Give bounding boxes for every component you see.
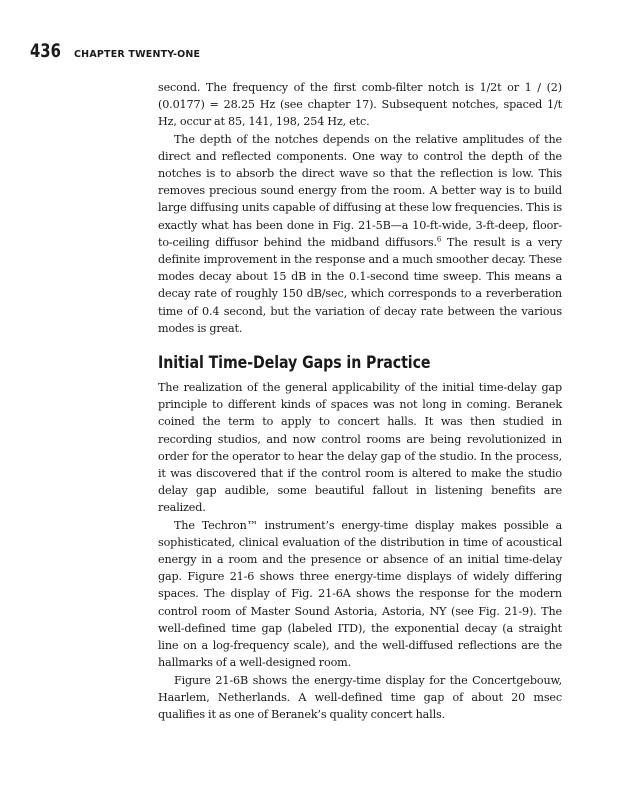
- section-heading: Initial Time-Delay Gaps in Practice: [158, 353, 431, 373]
- footnote-marker: 6: [436, 235, 442, 244]
- paragraph-concertgebouw: Figure 21-6B shows the energy-time display for the Concertgebouw, Haarlem, Netherlands. A well-defined time gap of about 20 msec qualifies it as one of Beranek’s quality concert halls.: [158, 673, 562, 721]
- paragraph-notch-depth: [158, 131, 562, 337]
- paragraph-continued: second. The frequency of the first comb-filter notch is 1/2t or 1 / (2)(0.0177) = 28.25 Hz (see chapter 17). Subsequent notches, spaced 1/t Hz, occur at 85, 141, 198, 254 Hz, etc.: [158, 81, 562, 129]
- running-head: [30, 40, 200, 62]
- body-text: [158, 79, 562, 723]
- paragraph-notch-depth-text: The depth of the notches depends on the relative amplitudes of the direct and reflected components. One way to control the depth of the notches is to absorb the direct wave so that the reflection is low. This removes precious sound energy from the room. A better way is to build large diffusing units capable of diffusing at these low frequencies. This is exactly what has been done in Fig. 21-5B—a 10-ft-wide, 3-ft-deep, floor-to-ceiling diffusor behind the midband diffusors.: [158, 132, 562, 249]
- paragraph-realization: The realization of the general applicability of the initial time-delay gap principle to different kinds of spaces was not long in coming. Beranek coined the term to apply to concert halls. It was then studied in recording studios, and now control rooms are being revolutionized in order for the operator to hear the delay gap of the studio. In the process, it was discovered that if the control room is altered to make the studio delay gap audible, some beautiful fallout in listening benefits are realized.: [158, 381, 562, 515]
- chapter-label: CHAPTER TWENTY-ONE: [74, 49, 201, 60]
- paragraph-notch-depth-text-after: The result is a very definite improvement in the response and a much smoother decay. These modes decay about 15 dB in the 0.1-second time sweep. This means a decay rate of roughly 150 dB/sec, which corresponds to a reverberation time of 0.4 second, but the variation of decay rate between the various modes is great.: [158, 235, 562, 335]
- page-number: 436: [30, 40, 61, 62]
- paragraph-techron: The Techron™ instrument’s energy-time display makes possible a sophisticated, clinical evaluation of the distribution in time of acoustical energy in a room and the presence or absence of an initial time-delay gap. Figure 21-6 shows three energy-time displays of widely differing spaces. The display of Fig. 21-6A shows the response for the modern control room of Master Sound Astoria, Astoria, NY (see Fig. 21-9). The well-defined time gap (labeled ITD), the exponential decay (a straight line on a log-frequency scale), and the well-diffused reflections are the hallmarks of a well-designed room.: [158, 518, 562, 670]
